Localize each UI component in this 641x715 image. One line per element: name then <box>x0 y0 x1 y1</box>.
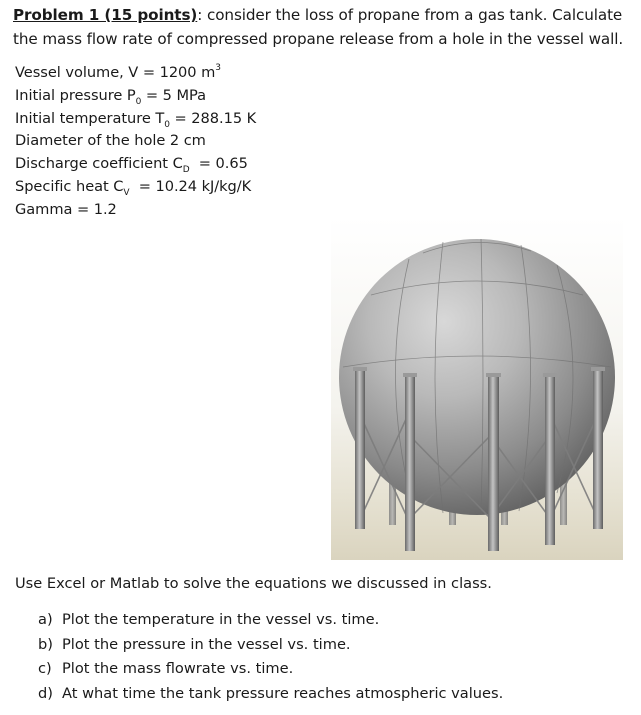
task-item-a: a) Plot the temperature in the vessel vs. time. <box>38 611 380 628</box>
instruction-text: Use Excel or Matlab to solve the equations we discussed in class. <box>15 575 492 592</box>
spherical-tank-image <box>331 217 623 560</box>
task-item-d: d) At what time the tank pressure reaches atmospheric values. <box>38 684 504 702</box>
given-initial-temperature: Initial temperature $T_0 = 288.15$ K <box>15 109 257 130</box>
problem-heading <box>13 3 633 51</box>
given-gamma: Gamma = 1.2 <box>15 200 117 218</box>
given-vessel-volume: Vessel volume, V = 1200 $m^3$ <box>15 63 221 81</box>
task-item-b: b) Plot the pressure in the vessel vs. time. <box>38 635 351 653</box>
task-item-c: c) Plot the mass flowrate vs. time. <box>38 660 294 677</box>
problem-title: Problem 1 (15 points) <box>13 6 198 24</box>
given-values-list <box>15 62 256 222</box>
task-list <box>38 608 503 706</box>
given-hole-diameter: Diameter of the hole 2 cm <box>15 132 206 150</box>
given-discharge-coefficient: Discharge coefficient $C_D = 0.65$ <box>15 155 248 176</box>
given-specific-heat: Specific heat $C_V = 10.24$ kJ/kg/K <box>15 177 252 198</box>
given-initial-pressure: Initial pressure $P_0 = 5$ MPa <box>15 86 207 107</box>
problem-statement: : consider the loss of propane from a gas tank. Calculate the mass flow rate of compressed propane release from a hole in the vessel wall. <box>13 6 624 48</box>
